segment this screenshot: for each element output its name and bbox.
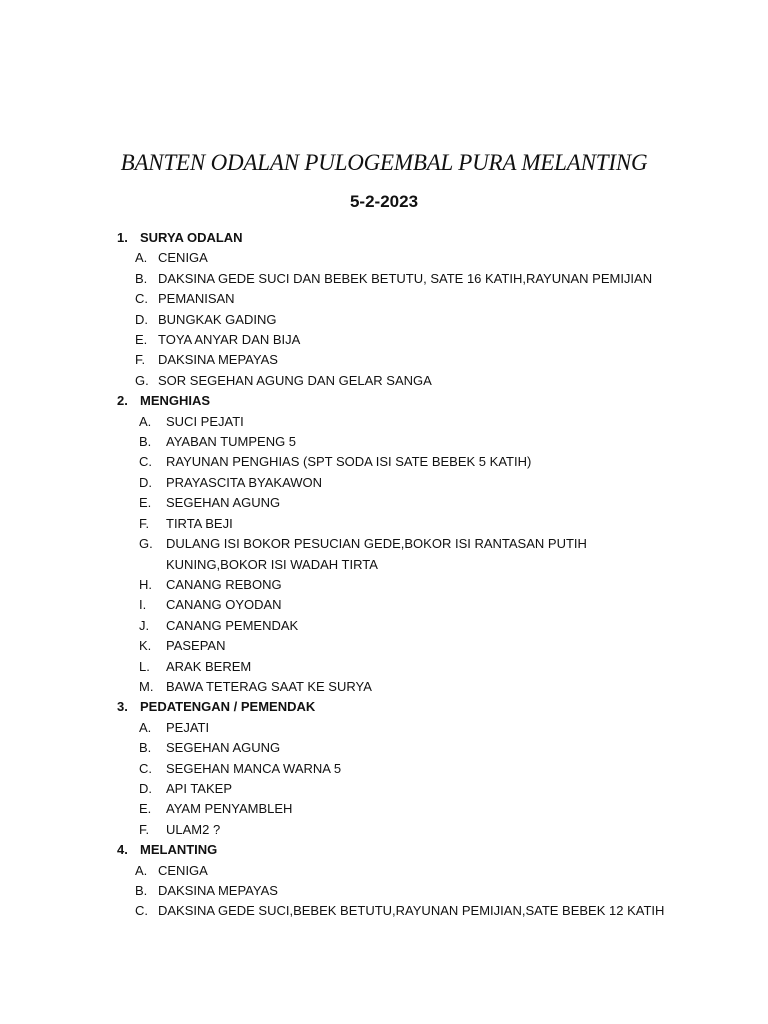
list-item [117,330,677,350]
list-item [117,799,677,819]
item-letter: D. [139,780,152,796]
section-number: 3. [117,699,128,715]
list-item [117,595,677,615]
item-text: CANANG REBONG [166,576,282,592]
list-item [117,738,677,758]
section-heading [117,840,677,860]
list-item [117,759,677,779]
item-text: CANANG OYODAN [166,597,282,613]
section-heading [117,391,677,411]
item-letter: K. [139,638,152,654]
item-letter: F. [139,515,150,531]
list-item [117,432,677,452]
section-pedatengan-pemendak [117,697,677,840]
item-letter: D. [135,311,148,327]
item-text: DAKSINA GEDE SUCI,BEBEK BETUTU,RAYUNAN PEMIJIAN,SATE BEBEK 12 KATIH [158,903,665,919]
list-item [117,269,677,289]
item-letter: M. [139,678,154,694]
item-text: ARAK BEREM [166,658,252,674]
item-text: TIRTA BEJI [166,515,233,531]
list-item [117,493,677,513]
section-title: PEDATENGAN / PEMENDAK [140,699,316,715]
item-letter: G. [135,372,149,388]
list-item [117,677,677,697]
list-item [117,881,677,901]
list-item [117,636,677,656]
item-letter: C. [135,903,148,919]
item-text: SUCI PEJATI [166,413,244,429]
item-text: CANANG PEMENDAK [166,617,299,633]
section-title: MENGHIAS [140,393,211,409]
list-item [117,371,677,391]
list-item [117,452,677,472]
item-letter: D. [139,474,152,490]
section-number: 2. [117,393,128,409]
item-text: ULAM2 ? [166,821,221,837]
document-title: BANTEN ODALAN PULOGEMBAL PURA MELANTING [120,150,648,175]
document-date: 5-2-2023 [349,192,419,211]
item-text: SEGEHAN AGUNG [166,495,281,511]
section-melanting [117,840,677,922]
item-text: DAKSINA GEDE SUCI DAN BEBEK BETUTU, SATE 16 KATIH,RAYUNAN PEMIJIAN [158,270,653,286]
item-text: AYABAN TUMPENG 5 [166,434,297,450]
list-item [117,310,677,330]
list-item [117,473,677,493]
item-letter: G. [139,536,153,552]
list-item [117,861,677,881]
item-letter: B. [139,740,152,756]
item-text: BUNGKAK GADING [158,311,277,327]
item-letter: A. [135,862,148,878]
item-letter: L. [139,658,150,674]
item-letter: J. [139,617,150,633]
item-letter: B. [135,270,148,286]
list-item [117,350,677,370]
section-title: SURYA ODALAN [140,230,243,245]
section-number: 4. [117,842,128,858]
list-item [117,289,677,309]
item-letter: A. [135,250,148,266]
item-text: DULANG ISI BOKOR PESUCIAN GEDE,BOKOR ISI RANTASAN PUTIH KUNING,BOKOR ISI WADAH TIRTA [166,536,587,572]
item-letter: B. [135,883,148,898]
item-letter: F. [139,821,150,837]
item-letter: C. [139,454,152,470]
item-text: DAKSINA MEPAYAS [158,883,278,898]
item-text: CENIGA [158,862,208,878]
list-item [117,616,677,636]
list-item [117,779,677,799]
section-surya-odalan [117,228,677,391]
item-letter: C. [135,291,148,307]
item-text: PRAYASCITA BYAKAWON [166,474,323,490]
list-item [117,901,677,921]
item-letter: C. [139,760,152,776]
item-text: SEGEHAN AGUNG [166,740,281,756]
section-heading [117,228,677,248]
item-text: BAWA TETERAG SAAT KE SURYA [166,678,372,694]
section-title: MELANTING [140,842,218,858]
item-letter: A. [139,413,152,429]
list-item [117,718,677,738]
list-item [117,412,677,432]
item-text: SEGEHAN MANCA WARNA 5 [166,760,342,776]
section-heading [117,697,677,717]
item-text: PASEPAN [166,638,226,654]
item-text: RAYUNAN PENGHIAS (SPT SODA ISI SATE BEBEK 5 KATIH) [166,454,532,470]
list-item [117,575,677,595]
item-letter: A. [139,719,152,735]
item-text: PEMANISAN [158,291,235,307]
item-text: PEJATI [166,719,210,735]
item-letter: B. [139,434,152,450]
section-number: 1. [117,230,128,245]
offering-list [117,228,677,922]
item-letter: E. [139,495,152,511]
item-text: DAKSINA MEPAYAS [158,352,278,368]
list-item [117,248,677,268]
item-letter: E. [139,801,152,817]
item-text: TOYA ANYAR DAN BIJA [158,332,301,348]
list-item [117,820,677,840]
list-item [117,534,677,575]
list-item [117,514,677,534]
item-letter: I. [139,597,147,613]
item-letter: F. [135,352,146,368]
section-menghias [117,391,677,697]
item-text: API TAKEP [166,780,232,796]
item-letter: E. [135,332,148,348]
list-item [117,657,677,677]
item-text: SOR SEGEHAN AGUNG DAN GELAR SANGA [158,372,432,388]
item-text: AYAM PENYAMBLEH [166,801,293,817]
item-letter: H. [139,576,152,592]
item-text: CENIGA [158,250,208,266]
